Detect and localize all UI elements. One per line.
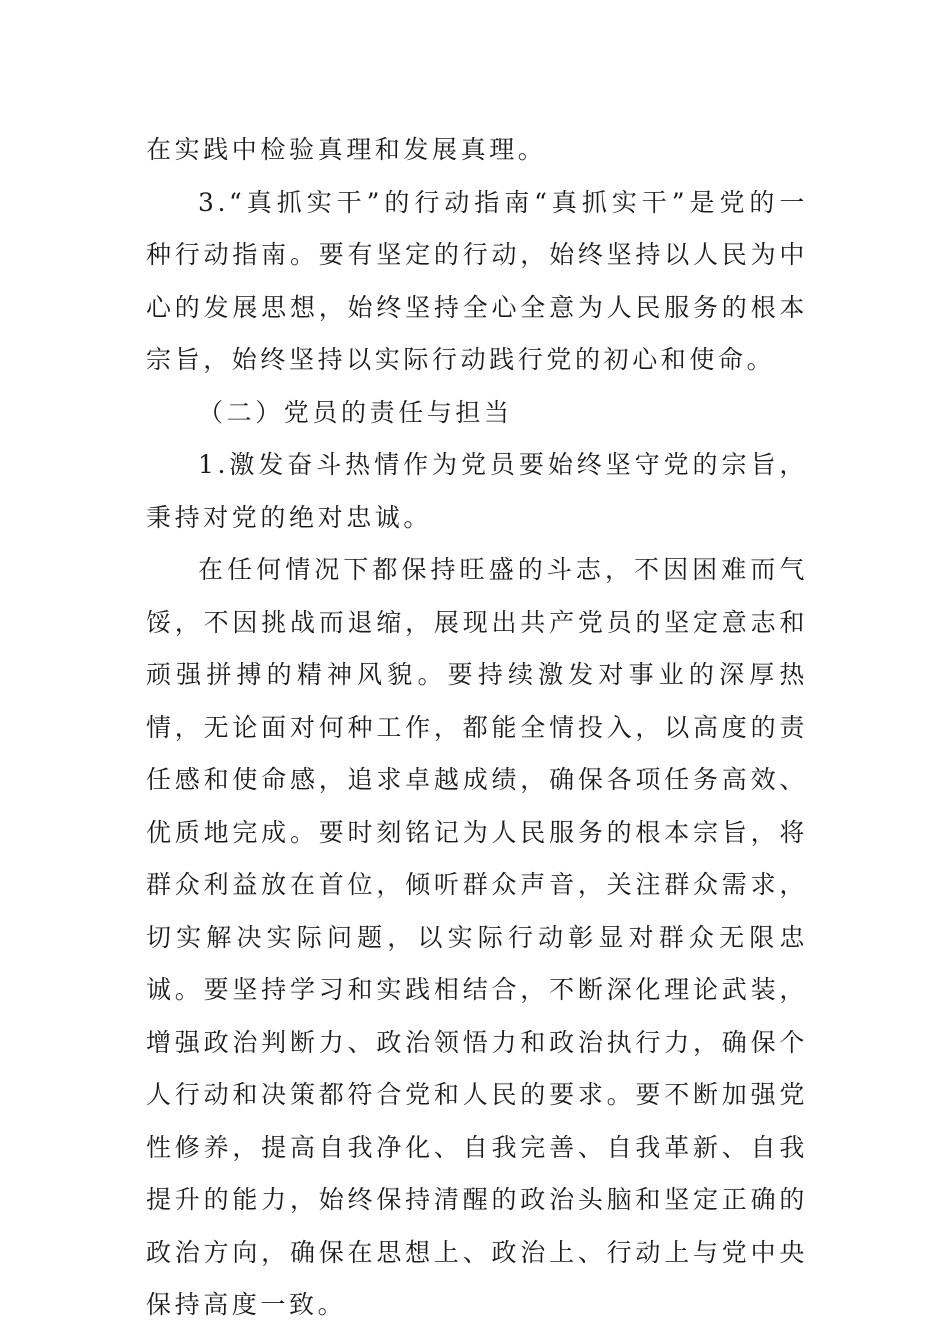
paragraph-continuation: 在实践中检验真理和发展真理。	[146, 135, 547, 164]
paragraph-action-guide: 3.“真抓实干”的行动指南“真抓实干”是党的一种行动指南。要有坚定的行动，始终坚持以人民为中心的发展思想，始终坚持全心全意为人民服务的根本宗旨，始终坚持以实际行动践行党的初心和使命。	[146, 187, 808, 374]
paragraph-passion: 1.激发奋斗热情作为党员要始终坚守党的宗旨，秉持对党的绝对忠诚。	[146, 450, 808, 532]
document-body	[146, 124, 808, 1332]
paragraph-body: 在任何情况下都保持旺盛的斗志，不因困难而气馁，不因挑战而退缩，展现出共产党员的坚定意志和顽强拼搏的精神风貌。要持续激发对事业的深厚热情，无论面对何种工作，都能全情投入，以高度的责任感和使命感，追求卓越成绩，确保各项任务高效、优质地完成。要时刻铭记为人民服务的根本宗旨，将群众利益放在首位，倾听群众声音，关注群众需求，切实解决实际问题，以实际行动彰显对群众无限忠诚。要坚持学习和实践相结合，不断深化理论武装，增强政治判断力、政治领悟力和政治执行力，确保个人行动和决策都符合党和人民的要求。要不断加强党性修养，提高自我净化、自我完善、自我革新、自我提升的能力，始终保持清醒的政治头脑和坚定正确的政治方向，确保在思想上、政治上、行动上与党中央保持高度一致。	[146, 555, 808, 1319]
section-heading: （二）党员的责任与担当	[198, 397, 513, 427]
